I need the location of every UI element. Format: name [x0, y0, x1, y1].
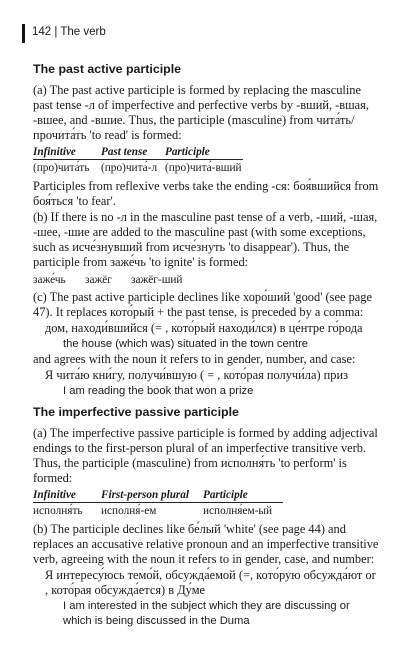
- example-2-translation: I am reading the book that won a prize: [63, 385, 254, 397]
- word-form-past: зажёг: [85, 274, 112, 286]
- example-1-translation: the house (which was) situated in the town centre: [63, 338, 309, 350]
- section-heading-past-active: The past active participle: [33, 62, 182, 76]
- table2-cell-infinitive: исполня́ть: [33, 505, 83, 517]
- paragraph-reflexive: Participles from reflexive verbs take the ending -ся: боя́вшийся from боя́ться 'to fear'.: [33, 179, 379, 208]
- paragraph-a-past-active: (a) The past active participle is formed by replacing the masculine past tense -л of imperfective and perfective verbs by -вший, -вшая, -вшее, and -вшие. Thus, the participle (masculine) from чита́ть/прочита́ть 'to read' is formed:: [33, 83, 369, 142]
- page-number-and-chapter: 142 | The verb: [32, 26, 106, 38]
- paragraph-c-past-active: (c) The past active participle declines like хоро́ший 'good' (see page 47). It replaces кото́рый + the past tense, is preceded by a comma:: [33, 290, 372, 319]
- paragraph-b-past-active: (b) If there is no -л in the masculine past tense of a verb, -ший, -шая, -шее, -шие are added to the masculine past (with some exceptions, such as исче́знувший from исче́знуть 'to disappear'). Thus, the participle from заже́чь 'to ignite' is formed:: [33, 210, 378, 269]
- table2-header-first-person-plural: First-person plural: [101, 489, 189, 501]
- table2-header-infinitive: Infinitive: [33, 489, 76, 501]
- table-cell-past-tense: (про)чита́-л: [101, 162, 158, 174]
- table2-cell-first-person-plural: исполня́-ем: [101, 505, 157, 517]
- word-form-infinitive: заже́чь: [33, 274, 66, 286]
- table2-cell-participle: исполня́ем-ый: [203, 505, 273, 517]
- page-header: [22, 24, 382, 43]
- example-3-translation: I am interested in the subject which they are discussing or which is being discussed in the Duma: [63, 600, 350, 627]
- table-header-participle: Participle: [165, 146, 210, 158]
- conjugation-table-1: [33, 145, 379, 176]
- section-heading-imperfective-passive: The imperfective passive participle: [33, 405, 239, 419]
- header-rule: [22, 24, 25, 43]
- example-1: дом, находи́вшийся (= , кото́рый находи́лся) в це́нтре го́рода: [45, 321, 363, 335]
- example-3: Я интересу́юсь темо́й, обсужда́емой (=, кото́рую обсужда́ют or , кото́рая обсужда́ется) в Ду́ме: [45, 568, 376, 597]
- example-2: Я чита́ю кни́гу, получи́вшую ( = , кото́рая получи́ла) приз: [45, 368, 349, 382]
- page-content: [33, 62, 379, 629]
- table2-header-participle: Participle: [203, 489, 248, 501]
- table-header-infinitive: Infinitive: [33, 146, 76, 158]
- table2-rule: [33, 502, 283, 503]
- table-cell-infinitive: (про)чита́ть: [33, 162, 90, 174]
- table-cell-participle: (про)чита́-вший: [165, 162, 242, 174]
- conjugation-table-2: [33, 488, 379, 519]
- word-forms-row: [33, 271, 379, 289]
- word-form-participle: зажёг-ший: [131, 274, 183, 286]
- paragraph-a-imperfective-passive: (a) The imperfective passive participle is formed by adding adjectival endings to the first-person plural of an imperfective transitive verb. Thus, the participle (masculine) from исполня́ть 'to perform' is formed:: [33, 426, 378, 485]
- paragraph-b-imperfective-passive: (b) The participle declines like бе́лый 'white' (see page 44) and replaces an accusative relative pronoun and an imperfective transitive verb, agreeing with the noun it refers to in gender, case, and number:: [33, 522, 379, 566]
- paragraph-agreement: and agrees with the noun it refers to in gender, number, and case:: [33, 352, 356, 366]
- table-rule: [33, 159, 243, 160]
- table-header-past-tense: Past tense: [101, 146, 148, 158]
